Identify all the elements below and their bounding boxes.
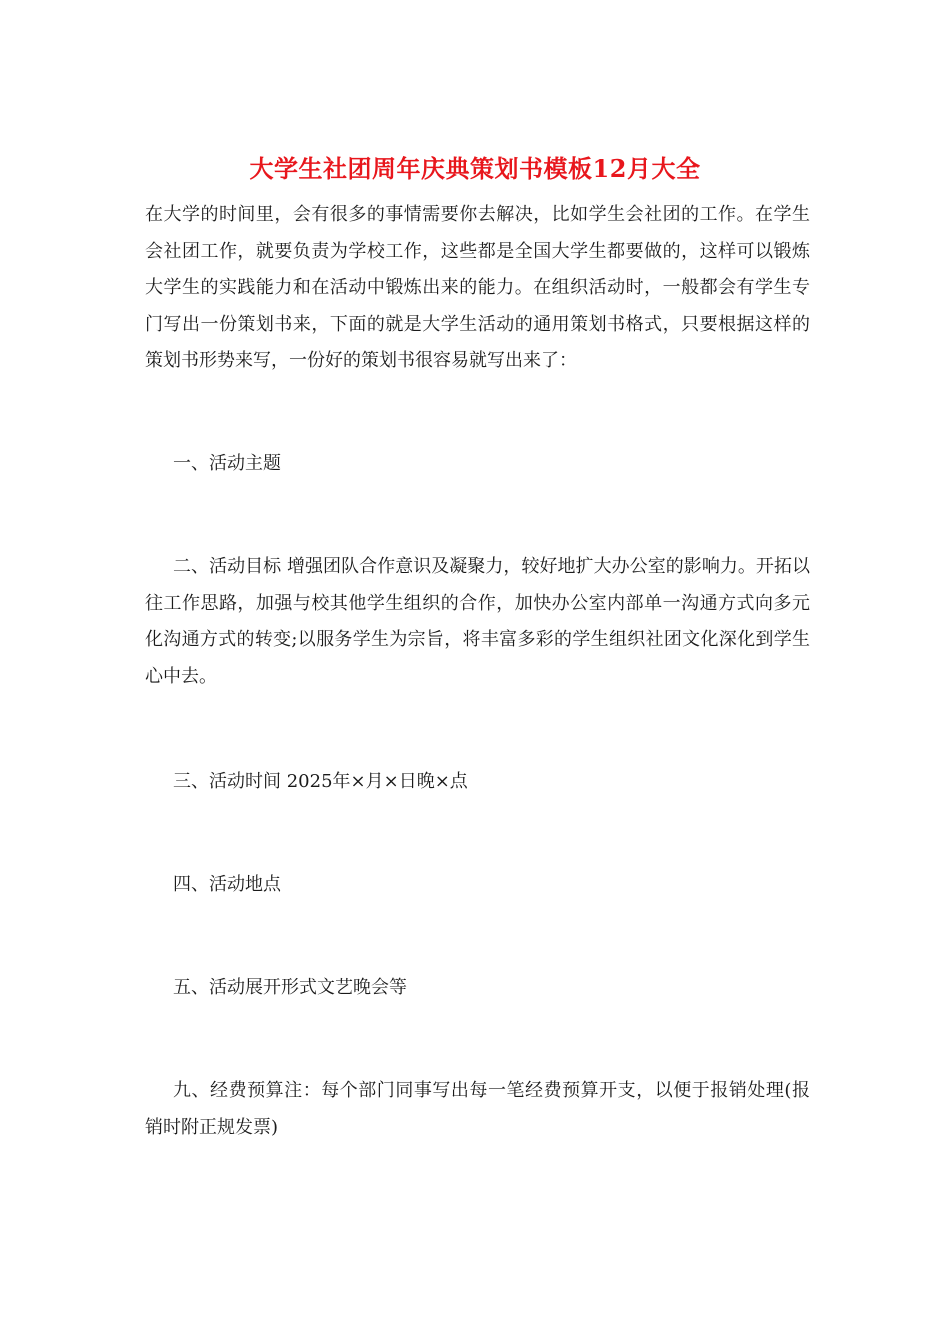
- intro-paragraph: 在大学的时间里，会有很多的事情需要你去解决，比如学生会社团的工作。在学生会社团工作，就要负责为学校工作，这些都是全国大学生都要做的，这样可以锻炼大学生的实践能力和在活动中锻炼出来的能力。在组织活动时，一般都会有学生专门写出一份策划书来，下面的就是大学生活动的通用策划书格式，只要根据这样的策划书形势来写，一份好的策划书很容易就写出来了：: [145, 204, 810, 371]
- section-activity-theme: 一、活动主题: [173, 453, 281, 474]
- section-activity-goal: 二、活动目标 增强团队合作意识及凝聚力，较好地扩大办公室的影响力。开拓以往工作思路，加强与校其他学生组织的合作，加快办公室内部单一沟通方式向多元化沟通方式的转变;以服务学生为宗旨，将丰富多彩的学生组织社团文化深化到学生心中去。: [145, 556, 810, 687]
- section-budget: 九、经费预算注：每个部门同事写出每一笔经费预算开支，以便于报销处理(报销时附正规发票): [145, 1080, 810, 1138]
- section-activity-location: 四、活动地点: [173, 874, 281, 895]
- section-activity-time: 三、活动时间 2025年×月×日晚×点: [173, 771, 468, 792]
- document-title: 大学生社团周年庆典策划书模板12月大全: [249, 154, 701, 183]
- section-activity-format: 五、活动展开形式文艺晚会等: [173, 977, 407, 998]
